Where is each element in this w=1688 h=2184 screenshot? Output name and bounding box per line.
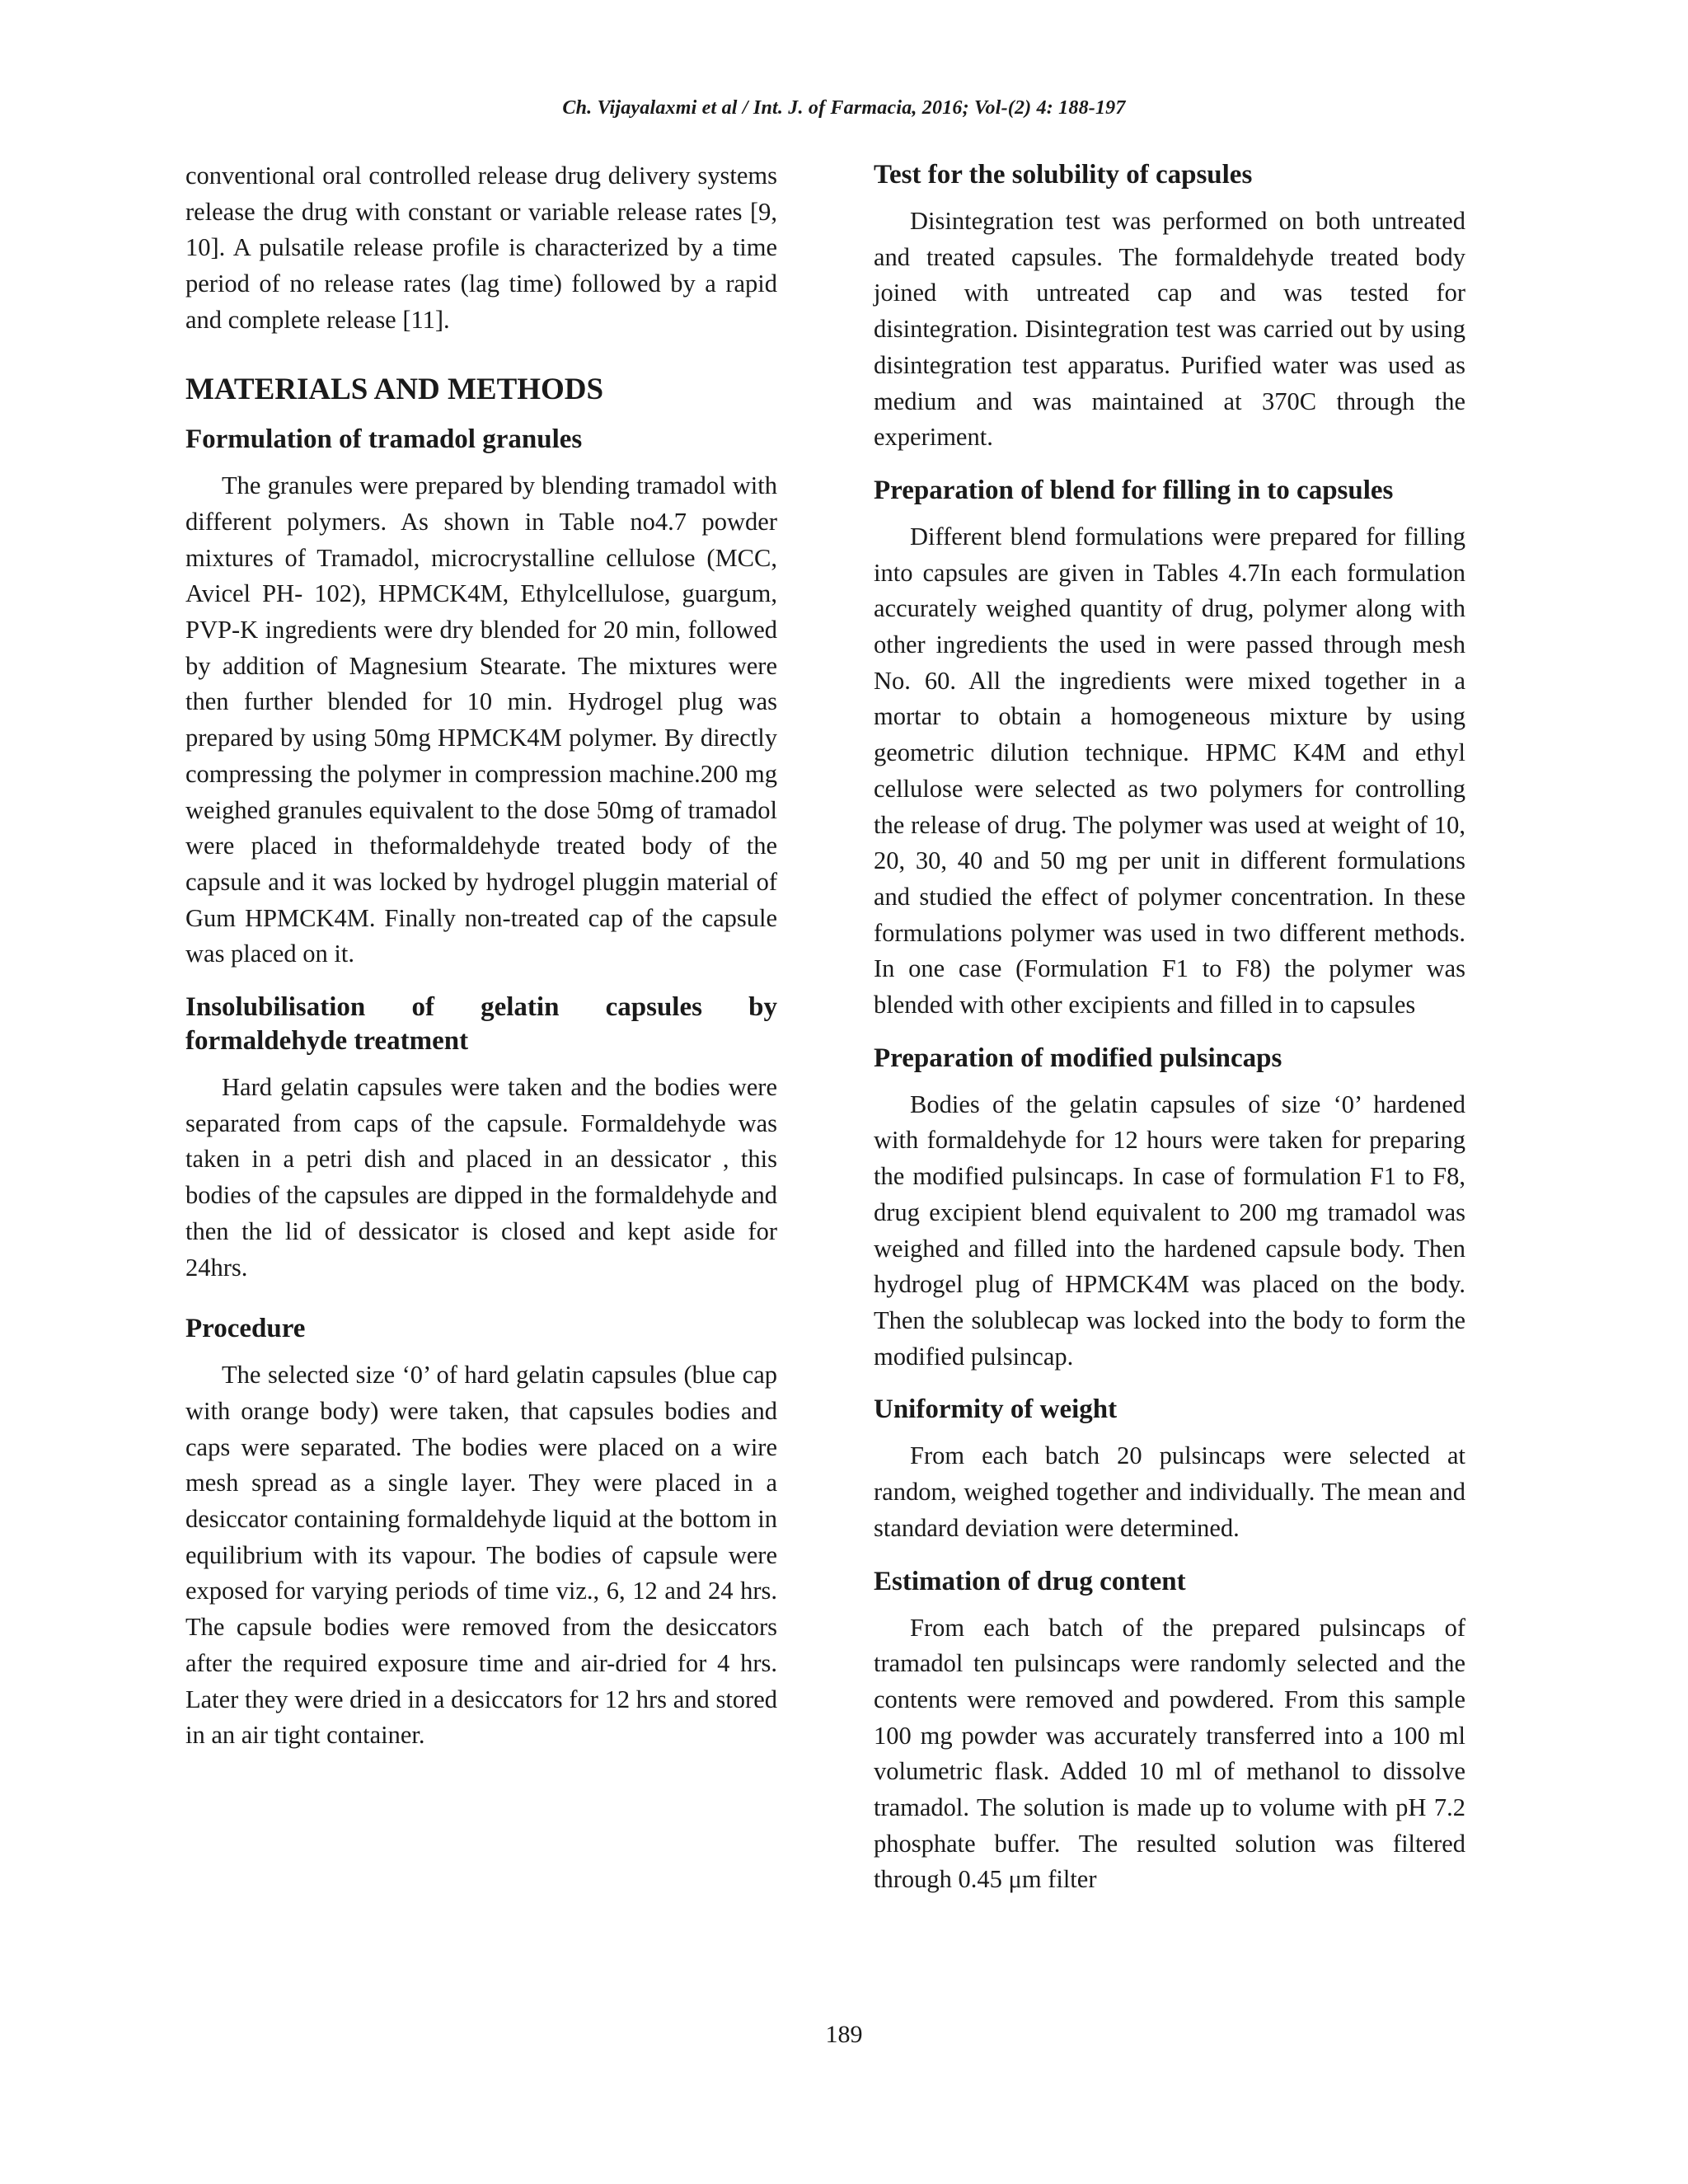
intro-paragraph: conventional oral controlled release drug delivery systems release the drug with constant or variable release rates [9, 10]. A pulsatile release profile is characterized by a time period of no release rates (lag time) followed by a rapid and complete release [11]. bbox=[185, 162, 777, 334]
page-number: 189 bbox=[825, 2021, 863, 2048]
uniformity-paragraph: From each batch 20 pulsincaps were selected at random, weighed together and individually. The mean and standard deviation were determined. bbox=[874, 1441, 1465, 1542]
procedure-heading: Procedure bbox=[185, 1314, 306, 1344]
solubility-heading: Test for the solubility of capsules bbox=[874, 160, 1253, 190]
left-column bbox=[185, 158, 777, 1754]
blend-paragraph: Different blend formulations were prepared for filling into capsules are given in Tables 4.7In each formulation accurately weighed quantity of drug, polymer along with other ingredients the used in were passed through mesh No. 60. All the ingredients were mixed together in a mortar to obtain a homogeneous mixture by using geometric dilution technique. HPMC K4M and ethyl cellulose were selected as two polymers for controlling the release of drug. The polymer was used at weight of 10, 20, 30, 40 and 50 mg per unit in different formulations and studied the effect of polymer concentration. In these formulations polymer was used in two different methods. In one case (Formulation F1 to F8) the polymer was blended with other excipients and filled in to capsules bbox=[874, 522, 1465, 1019]
procedure-paragraph: The selected size ‘0’ of hard gelatin capsules (blue cap with orange body) were taken, that capsules bodies and caps were separated. The bodies were placed on a wire mesh spread as a single layer. They were placed in a desiccator containing formaldehyde liquid at the bottom in equilibrium with its vapour. The bodies of capsule were exposed for varying periods of time viz., 6, 12 and 24 hrs. The capsule bodies were removed from the desiccators after the required exposure time and air-dried for 4 hrs. Later they were dried in a desiccators for 12 hrs and stored in an air tight container. bbox=[185, 1361, 777, 1750]
solubility-paragraph: Disintegration test was performed on both untreated and treated capsules. The formaldehyde treated body joined with untreated cap and was tested for disintegration. Disintegration test was carried out by using disintegration test apparatus. Purified water was used as medium and was maintained at 370C through the experiment. bbox=[874, 207, 1465, 452]
materials-methods-heading: MATERIALS AND METHODS bbox=[185, 372, 604, 406]
modified-pulsincaps-paragraph: Bodies of the gelatin capsules of size ‘0’ hardened with formaldehyde for 12 hours were taken for preparing the modified pulsincaps. In case of formulation F1 to F8, drug excipient blend equivalent to 200 mg tramadol was weighed and filled into the hardened capsule body. Then hydrogel plug of HPMCK4M was placed on the body. Then the solublecap was locked into the body to form the modified pulsincap. bbox=[874, 1090, 1465, 1371]
modified-pulsincaps-heading: Preparation of modified pulsincaps bbox=[874, 1043, 1282, 1073]
insolubilisation-paragraph: Hard gelatin capsules were taken and the bodies were separated from caps of the capsule. Formaldehyde was taken in a petri dish and placed in an dessicator , this bodies of the capsules are dipped in the formaldehyde and then the lid of dessicator is closed and kept aside for 24hrs. bbox=[185, 1073, 777, 1282]
drug-content-heading: Estimation of drug content bbox=[874, 1566, 1186, 1596]
formulation-heading: Formulation of tramadol granules bbox=[185, 424, 583, 455]
right-column bbox=[874, 158, 1465, 1898]
insolubilisation-heading: Insolubilisation of gelatin capsules by formaldehyde treatment bbox=[185, 992, 777, 1057]
running-head: Ch. Vijayalaxmi et al / Int. J. of Farmacia, 2016; Vol-(2) 4: 188-197 bbox=[562, 97, 1126, 119]
drug-content-paragraph: From each batch of the prepared pulsincaps of tramadol ten pulsincaps were randomly selected and the contents were removed and powdered. From this sample 100 mg powder was accurately transferred into a 100 ml volumetric flask. Added 10 ml of methanol to dissolve tramadol. The solution is made up to volume with pH 7.2 phosphate buffer. The resulted solution was filtered through 0.45 μm filter bbox=[874, 1613, 1465, 1894]
formulation-paragraph: The granules were prepared by blending tramadol with different polymers. As shown in Table no4.7 powder mixtures of Tramadol, microcrystalline cellulose (MCC, Avicel PH- 102), HPMCK4M, Ethylcellulose, guargum, PVP-K ingredients were dry blended for 20 min, followed by addition of Magnesium Stearate. The mixtures were then further blended for 10 min. Hydrogel plug was prepared by using 50mg HPMCK4M polymer. By directly compressing the polymer in compression machine.200 mg weighed granules equivalent to the dose 50mg of tramadol were placed in theformaldehyde treated body of the capsule and it was locked by hydrogel pluggin material of Gum HPMCK4M. Finally non-treated cap of the capsule was placed on it. bbox=[185, 471, 777, 968]
blend-heading: Preparation of blend for filling in to capsules bbox=[874, 475, 1394, 505]
uniformity-heading: Uniformity of weight bbox=[874, 1394, 1118, 1425]
